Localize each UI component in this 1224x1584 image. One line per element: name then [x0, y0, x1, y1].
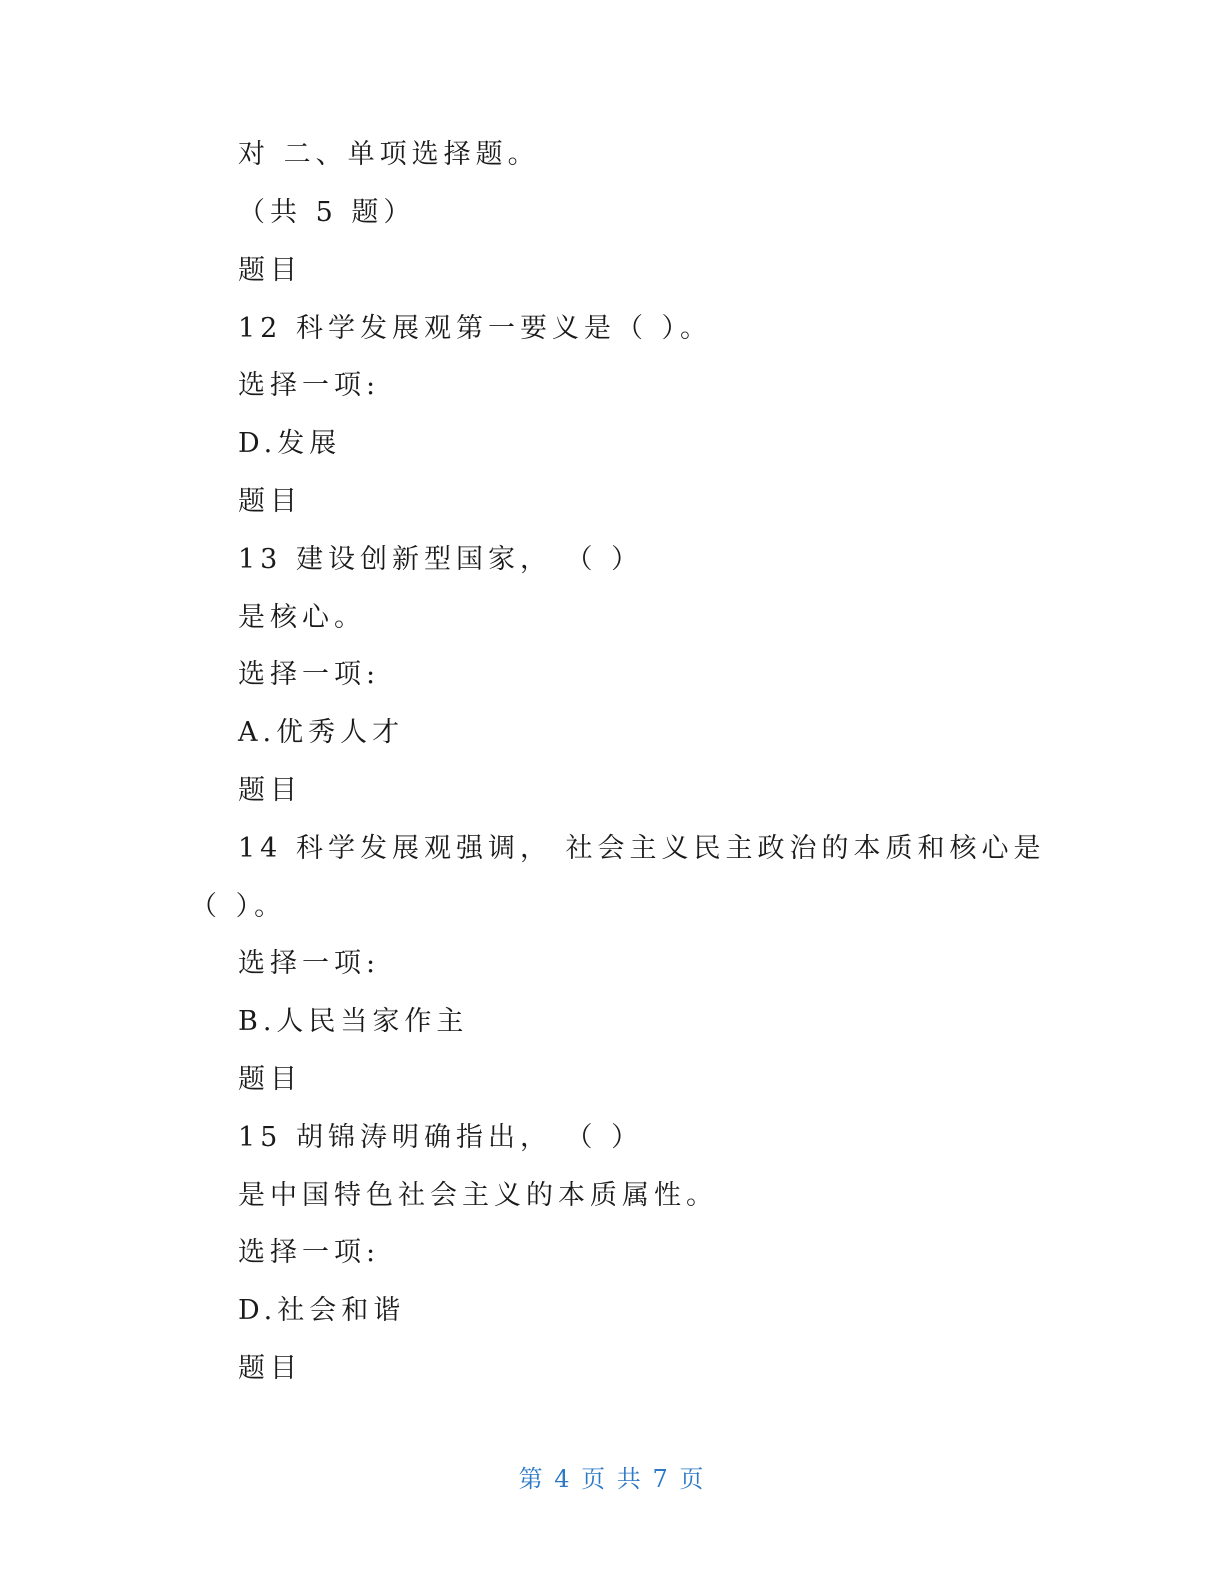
question-label: 题目: [238, 1353, 302, 1384]
page-number-footer: 第 4 页 共 7 页: [518, 1465, 706, 1493]
question-15-text: 15 胡锦涛明确指出， （ ）: [238, 1122, 644, 1153]
question-label: 题目: [238, 775, 302, 806]
question-15-text-cont: 是中国特色社会主义的本质属性。: [238, 1180, 718, 1211]
choose-one-label: 选择一项:: [238, 1237, 381, 1268]
choose-one-label: 选择一项:: [238, 659, 381, 690]
choose-one-label: 选择一项:: [238, 948, 381, 979]
question-14-text-cont: （ ）。: [190, 891, 287, 922]
question-label: 题目: [238, 1064, 302, 1095]
question-14-text: 14 科学发展观强调， 社会主义民主政治的本质和核心是: [238, 833, 1046, 864]
choose-one-label: 选择一项:: [238, 370, 381, 401]
question-12-answer: D.发展: [238, 428, 342, 459]
section-count: （共 5 题）: [238, 197, 416, 228]
section-heading: 对 二、单项选择题。: [238, 139, 540, 170]
question-14-answer: B.人民当家作主: [238, 1006, 469, 1037]
question-13-text-cont: 是核心。: [238, 602, 366, 633]
question-12-text: 12 科学发展观第一要义是（ ）。: [238, 313, 713, 344]
question-label: 题目: [238, 486, 302, 517]
question-15-answer: D.社会和谐: [238, 1295, 406, 1326]
question-13-answer: A.优秀人才: [238, 717, 405, 748]
question-13-text: 13 建设创新型国家， （ ）: [238, 544, 644, 575]
question-label: 题目: [238, 255, 302, 286]
